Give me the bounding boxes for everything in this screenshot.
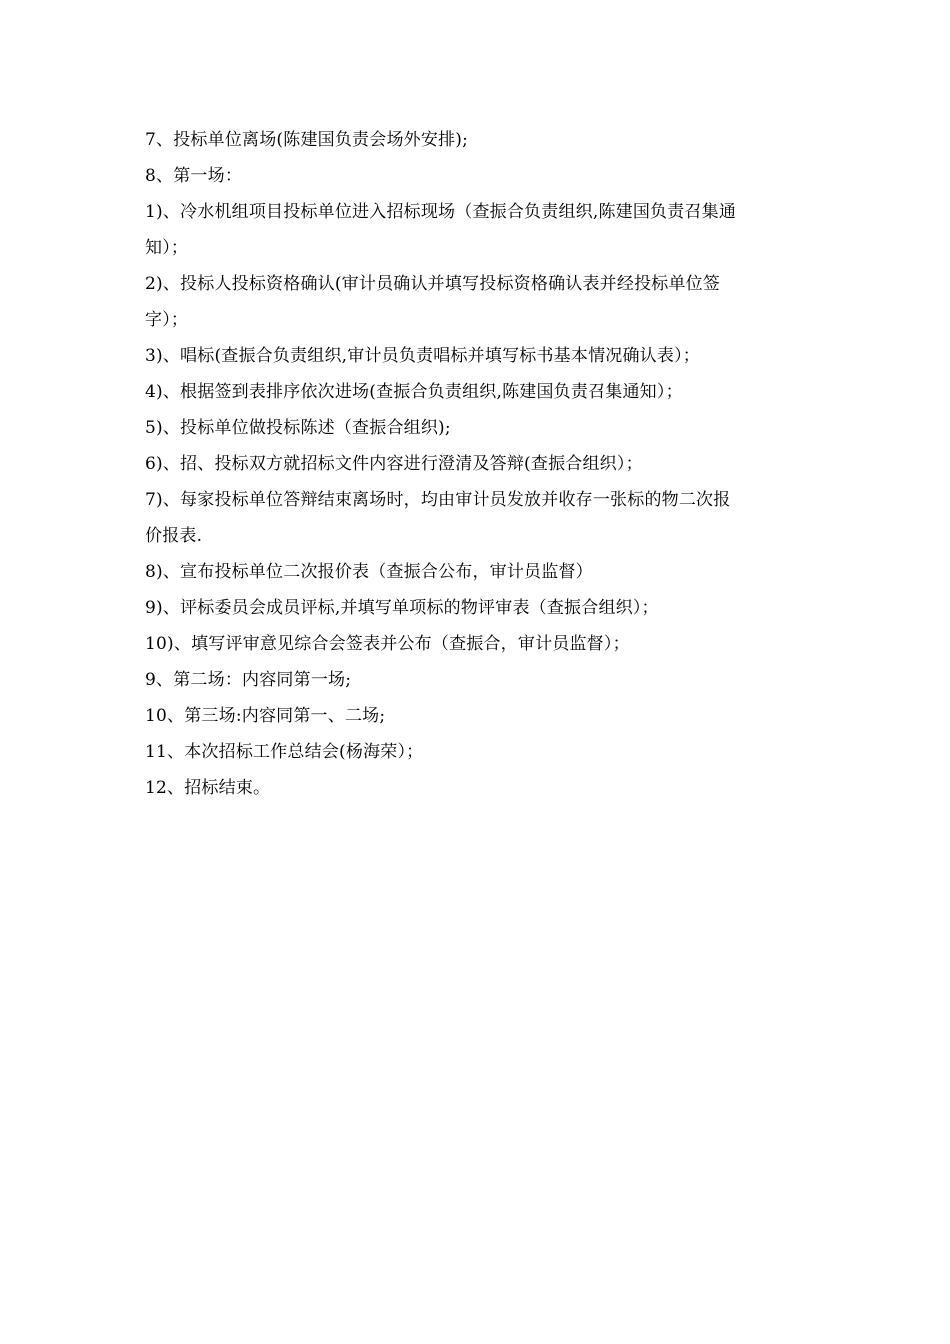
list-item-clarification: 6)、招、投标双方就招标文件内容进行澄清及答辩(查振合组织）； bbox=[145, 454, 643, 474]
list-item-announce-quote: 8)、宣布投标单位二次报价表（查振合公布，审计员监督） bbox=[145, 562, 593, 582]
list-item-enter-venue: 1)、冷水机组项目投标单位进入招标现场（查振合负责组织,陈建国负责召集通 bbox=[145, 202, 737, 222]
list-item-leave-venue: 7、投标单位离场(陈建国负责会场外安排); bbox=[145, 130, 469, 150]
list-item-presentation: 5)、投标单位做投标陈述（查振合组织); bbox=[145, 418, 451, 438]
list-item-end: 12、招标结束。 bbox=[145, 778, 271, 798]
list-item-evaluation: 9)、评标委员会成员评标,并填写单项标的物评审表（查振合组织）； bbox=[145, 598, 659, 618]
list-item-second-quote-cont: 价报表. bbox=[145, 526, 203, 546]
list-item-enter-venue-cont: 知）； bbox=[145, 238, 189, 258]
list-item-bid-reading: 3)、唱标(查振合负责组织,审计员负责唱标并填写标书基本情况确认表）； bbox=[145, 346, 700, 366]
document-body bbox=[145, 122, 810, 806]
list-item-qualification-cont: 字）； bbox=[145, 310, 189, 330]
list-item-first-session: 8、第一场： bbox=[145, 166, 243, 186]
list-item-second-quote: 7)、每家投标单位答辩结束离场时，均由审计员发放并收存一张标的物二次报 bbox=[145, 490, 731, 510]
list-item-qualification: 2)、投标人投标资格确认(审计员确认并填写投标资格确认表并经投标单位签 bbox=[145, 274, 721, 294]
list-item-summary-meeting: 11、本次招标工作总结会(杨海荣）； bbox=[145, 742, 424, 762]
list-item-second-session: 9、第二场：内容同第一场; bbox=[145, 670, 352, 690]
list-item-order-entry: 4)、根据签到表排序依次进场(查振合负责组织,陈建国负责召集通知）； bbox=[145, 382, 683, 402]
list-item-review-sign: 10)、填写评审意见综合会签表并公布（查振合，审计员监督）； bbox=[145, 634, 630, 654]
list-item-third-session: 10、第三场:内容同第一、二场; bbox=[145, 706, 386, 726]
